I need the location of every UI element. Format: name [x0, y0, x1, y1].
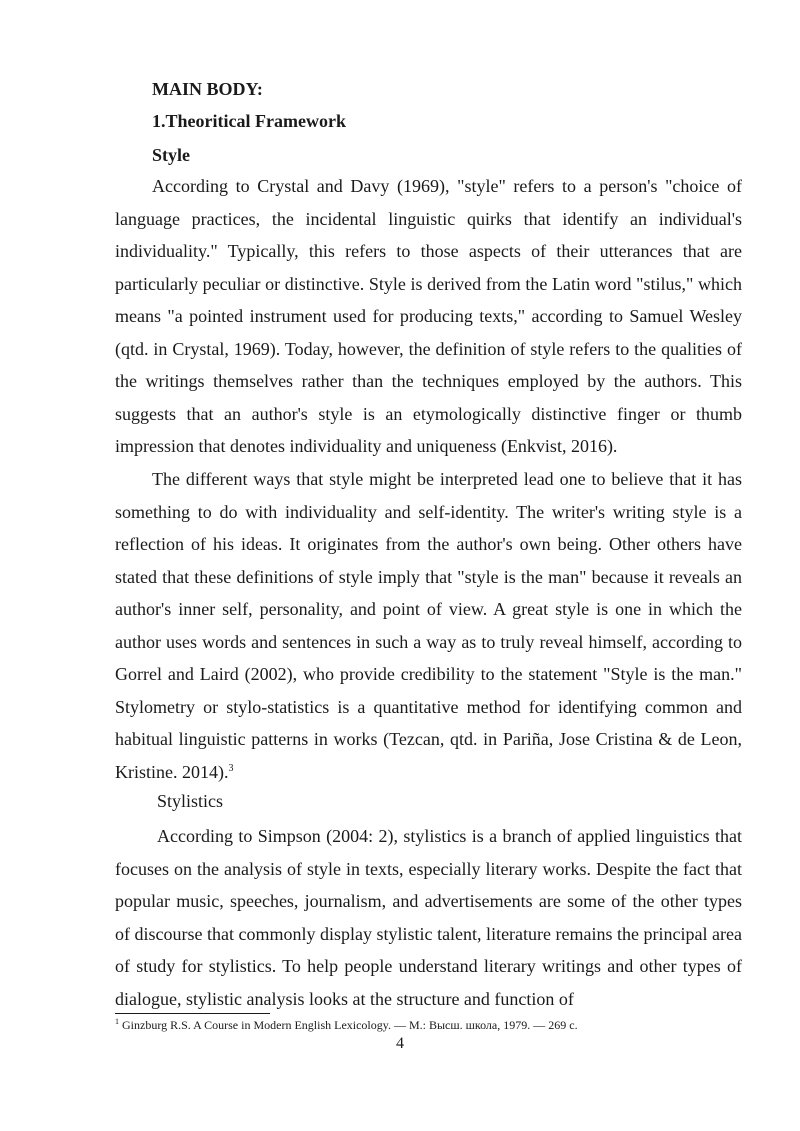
style-interpretation-paragraph: [115, 463, 742, 788]
footnote-divider: [115, 1013, 270, 1014]
stylistics-heading: Stylistics: [157, 791, 224, 811]
footnote-marker: 1: [115, 1017, 119, 1026]
footnote-text: Ginzburg R.S. A Course in Modern English Lexicology. — M.: Высш. школа, 1979. — 269 с.: [122, 1018, 578, 1032]
page-number: 4: [396, 1035, 404, 1052]
stylistics-paragraph: According to Simpson (2004: 2), stylistics is a branch of applied linguistics that focuses on the analysis of style in texts, especially literary works. Despite the fact that popular music, speeches, journalism, and advertisements are some of the other types of discourse that commonly display stylistic talent, literature remains the principal area of study for stylistics. To help people understand literary writings and other types of dialogue, stylistic analysis looks at the structure and function of: [115, 826, 742, 1009]
paragraph-text: The different ways that style might be interpreted lead one to believe that it has something to do with individuality and self-identity. The writer's writing style is a reflection of his ideas. It originates from the author's own being. Other others have stated that these definitions of style imply that "style is the man" because it reveals an author's inner self, personality, and point of view. A great style is one in which the author uses words and sentences in such a way as to truly reveal himself, according to Gorrel and Laird (2002), who provide credibility to the statement "Style is the man." Stylometry or stylo-statistics is a quantitative method for identifying common and habitual linguistic patterns in works (Tezcan, qtd. in Pariña, Jose Cristina & de Leon, Kristine. 2014).: [115, 469, 742, 782]
footnote-reference[interactable]: 3: [228, 762, 234, 774]
framework-heading: 1.Theoritical Framework: [152, 111, 346, 131]
main-body-heading: MAIN BODY:: [152, 79, 263, 99]
style-paragraph: According to Crystal and Davy (1969), "style" refers to a person's "choice of language practices, the incidental linguistic quirks that identify an individual's individuality." Typically, this refers to those aspects of their utterances that are particularly peculiar or distinctive. Style is derived from the Latin word "stilus," which means "a pointed instrument used for producing texts," according to Samuel Wesley (qtd. in Crystal, 1969). Today, however, the definition of style refers to the qualities of the writings themselves rather than the techniques employed by the authors. This suggests that an author's style is an etymologically distinctive finger or thumb impression that denotes individuality and uniqueness (Enkvist, 2016).: [115, 176, 742, 456]
footnote: [115, 1017, 578, 1033]
style-heading: Style: [152, 145, 190, 165]
